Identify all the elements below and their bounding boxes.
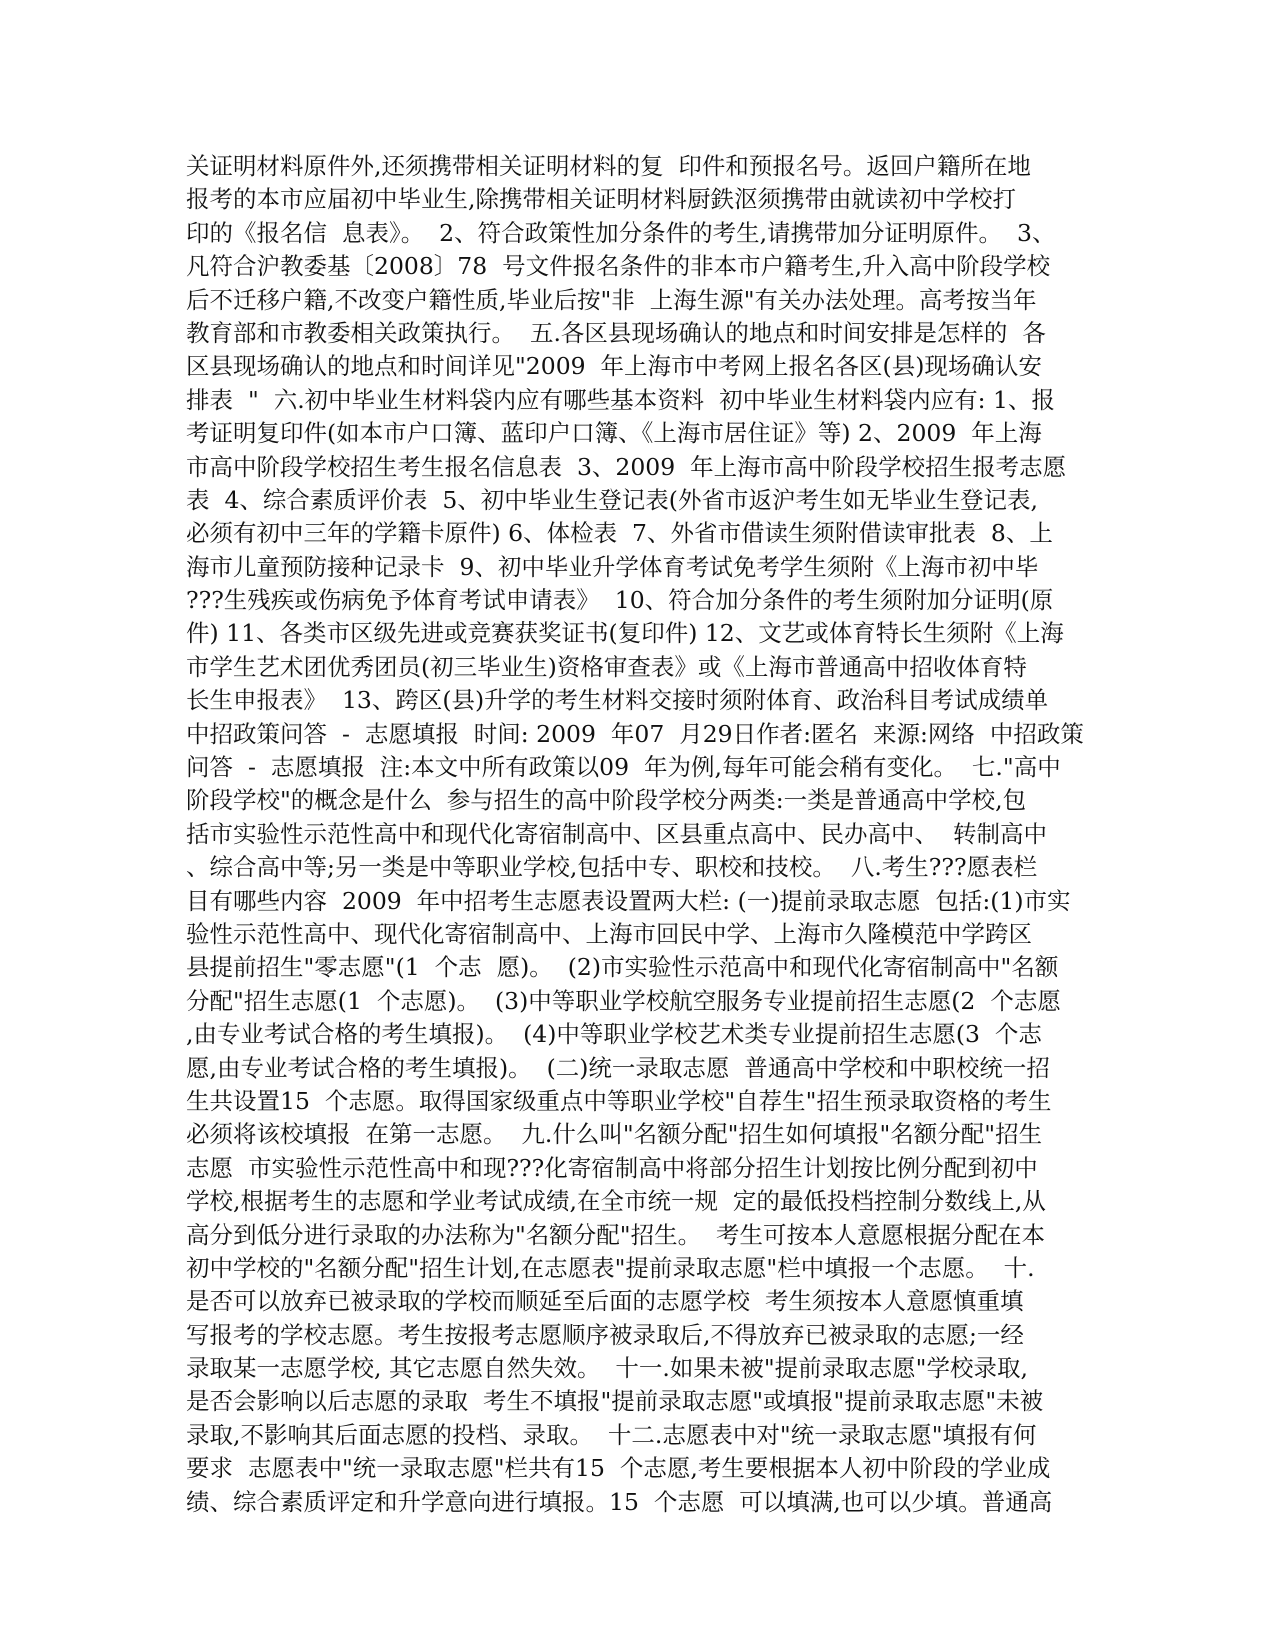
text-line: 愿,由专业考试合格的考生填报)。 (二)统一录取志愿 普通高中学校和中职校统一招	[186, 1053, 1050, 1082]
text-line: 后不迁移户籍,不改变户籍性质,毕业后按"非 上海生源"有关办法处理。高考按当年	[186, 285, 1037, 314]
text-line: 县提前招生"零志愿"(1 个志 愿)。 (2)市实验性示范高中和现代化寄宿制高中"名额	[186, 953, 1059, 982]
text-line: 必须有初中三年的学籍卡原件) 6、体检表 7、外省市借读生须附借读审批表 8、上	[186, 519, 1053, 548]
text-line: 是否可以放弃已被录取的学校而顺延至后面的志愿学校 考生须按本人意愿慎重填	[186, 1287, 1024, 1316]
text-line: 阶段学校"的概念是什么 参与招生的高中阶段学校分两类:一类是普通高中学校,包	[186, 786, 1027, 815]
text-line: 初中学校的"名额分配"招生计划,在志愿表"提前录取志愿"栏中填报一个志愿。 十.	[186, 1253, 1035, 1282]
text-line: 是否会影响以后志愿的录取 考生不填报"提前录取志愿"或填报"提前录取志愿"未被	[186, 1387, 1044, 1416]
text-line: 录取,不影响其后面志愿的投档、录取。 十二.志愿表中对"统一录取志愿"填报有何	[186, 1420, 1037, 1449]
text-line: ???生残疾或伤病免予体育考试申请表》 10、符合加分条件的考生须附加分证明(原	[186, 586, 1054, 615]
text-line: 市学生艺术团优秀团员(初三毕业生)资格审查表》或《上海市普通高中招收体育特	[186, 652, 1027, 681]
text-line: 要求 志愿表中"统一录取志愿"栏共有15 个志愿,考生要根据本人初中阶段的学业成	[186, 1454, 1051, 1483]
text-line: 印的《报名信 息表》。 2、符合政策性加分条件的考生,请携带加分证明原件。 3、	[186, 218, 1056, 247]
text-line: 验性示范性高中、现代化寄宿制高中、上海市回民中学、上海市久隆模范中学跨区	[186, 919, 1032, 948]
text-line: 长生申报表》 13、跨区(县)升学的考生材料交接时须附体育、政治科目考试成绩单	[186, 686, 1049, 715]
text-line: 凡符合沪教委基〔2008〕78 号文件报名条件的非本市户籍考生,升入高中阶段学校	[186, 252, 1051, 281]
text-line: 学校,根据考生的志愿和学业考试成绩,在全市统一规 定的最低投档控制分数线上,从	[186, 1187, 1046, 1216]
text-line: 中招政策问答 - 志愿填报 时间: 2009 年07 月29日作者:匿名 来源:网络 中招政策	[186, 719, 1084, 748]
text-line: 市高中阶段学校招生考生报名信息表 3、2009 年上海市高中阶段学校招生报考志愿	[186, 452, 1067, 481]
text-line: 分配"招生志愿(1 个志愿)。 (3)中等职业学校航空服务专业提前招生志愿(2 个志愿	[186, 986, 1061, 1015]
text-line: 括市实验性示范性高中和现代化寄宿制高中、区县重点高中、民办高中、 转制高中	[186, 819, 1047, 848]
text-line: 志愿 市实验性示范性高中和现???化寄宿制高中将部分招生计划按比例分配到初中	[186, 1153, 1038, 1182]
text-line: 高分到低分进行录取的办法称为"名额分配"招生。 考生可按本人意愿根据分配在本	[186, 1220, 1046, 1249]
text-line: 区县现场确认的地点和时间详见"2009 年上海市中考网上报名各区(县)现场确认安	[186, 352, 1042, 381]
text-line: 问答 - 志愿填报 注:本文中所有政策以09 年为例,每年可能会稍有变化。 七."高中	[186, 753, 1061, 782]
text-line: 录取某一志愿学校, 其它志愿自然失效。 十一.如果未被"提前录取志愿"学校录取,	[186, 1354, 1028, 1383]
text-line: 生共设置15 个志愿。取得国家级重点中等职业学校"自荐生"招生预录取资格的考生	[186, 1086, 1052, 1115]
text-line: 海市儿童预防接种记录卡 9、初中毕业升学体育考试免考学生须附《上海市初中毕	[186, 552, 1039, 581]
body-text	[186, 150, 1086, 1519]
text-line: 必须将该校填报 在第一志愿。 九.什么叫"名额分配"招生如何填报"名额分配"招生	[186, 1120, 1043, 1149]
text-line: 表 4、综合素质评价表 5、初中毕业生登记表(外省市返沪考生如无毕业生登记表,	[186, 485, 1038, 514]
text-line: 排表 " 六.初中毕业生材料袋内应有哪些基本资料 初中毕业生材料袋内应有: 1、报	[186, 385, 1055, 414]
text-line: 、综合高中等;另一类是中等职业学校,包括中专、职校和技校。 八.考生???愿表栏	[186, 853, 1038, 882]
text-line: 教育部和市教委相关政策执行。 五.各区县现场确认的地点和时间安排是怎样的 各	[186, 318, 1046, 347]
text-line: 报考的本市应届初中毕业生,除携带相关证明材料厨鉄沤须携带由就读初中学校打	[186, 185, 1016, 214]
text-line: 件) 11、各类市区级先进或竞赛获奖证书(复印件) 12、文艺或体育特长生须附《上海	[186, 619, 1064, 648]
text-line: 写报考的学校志愿。考生按报考志愿顺序被录取后,不得放弃已被录取的志愿;一经	[186, 1320, 1024, 1349]
text-line: ,由专业考试合格的考生填报)。 (4)中等职业学校艺术类专业提前招生志愿(3 个志	[186, 1020, 1042, 1049]
text-line: 目有哪些内容 2009 年中招考生志愿表设置两大栏: (一)提前录取志愿 包括:(1)市实	[186, 886, 1071, 915]
text-line: 关证明材料原件外,还须携带相关证明材料的复 印件和预报名号。返回户籍所在地	[186, 152, 1031, 180]
text-line: 绩、综合素质评定和升学意向进行填报。15 个志愿 可以填满,也可以少填。普通高	[186, 1487, 1053, 1516]
text-line: 考证明复印件(如本市户口簿、蓝印户口簿、《上海市居住证》等) 2、2009 年上海	[186, 419, 1042, 448]
